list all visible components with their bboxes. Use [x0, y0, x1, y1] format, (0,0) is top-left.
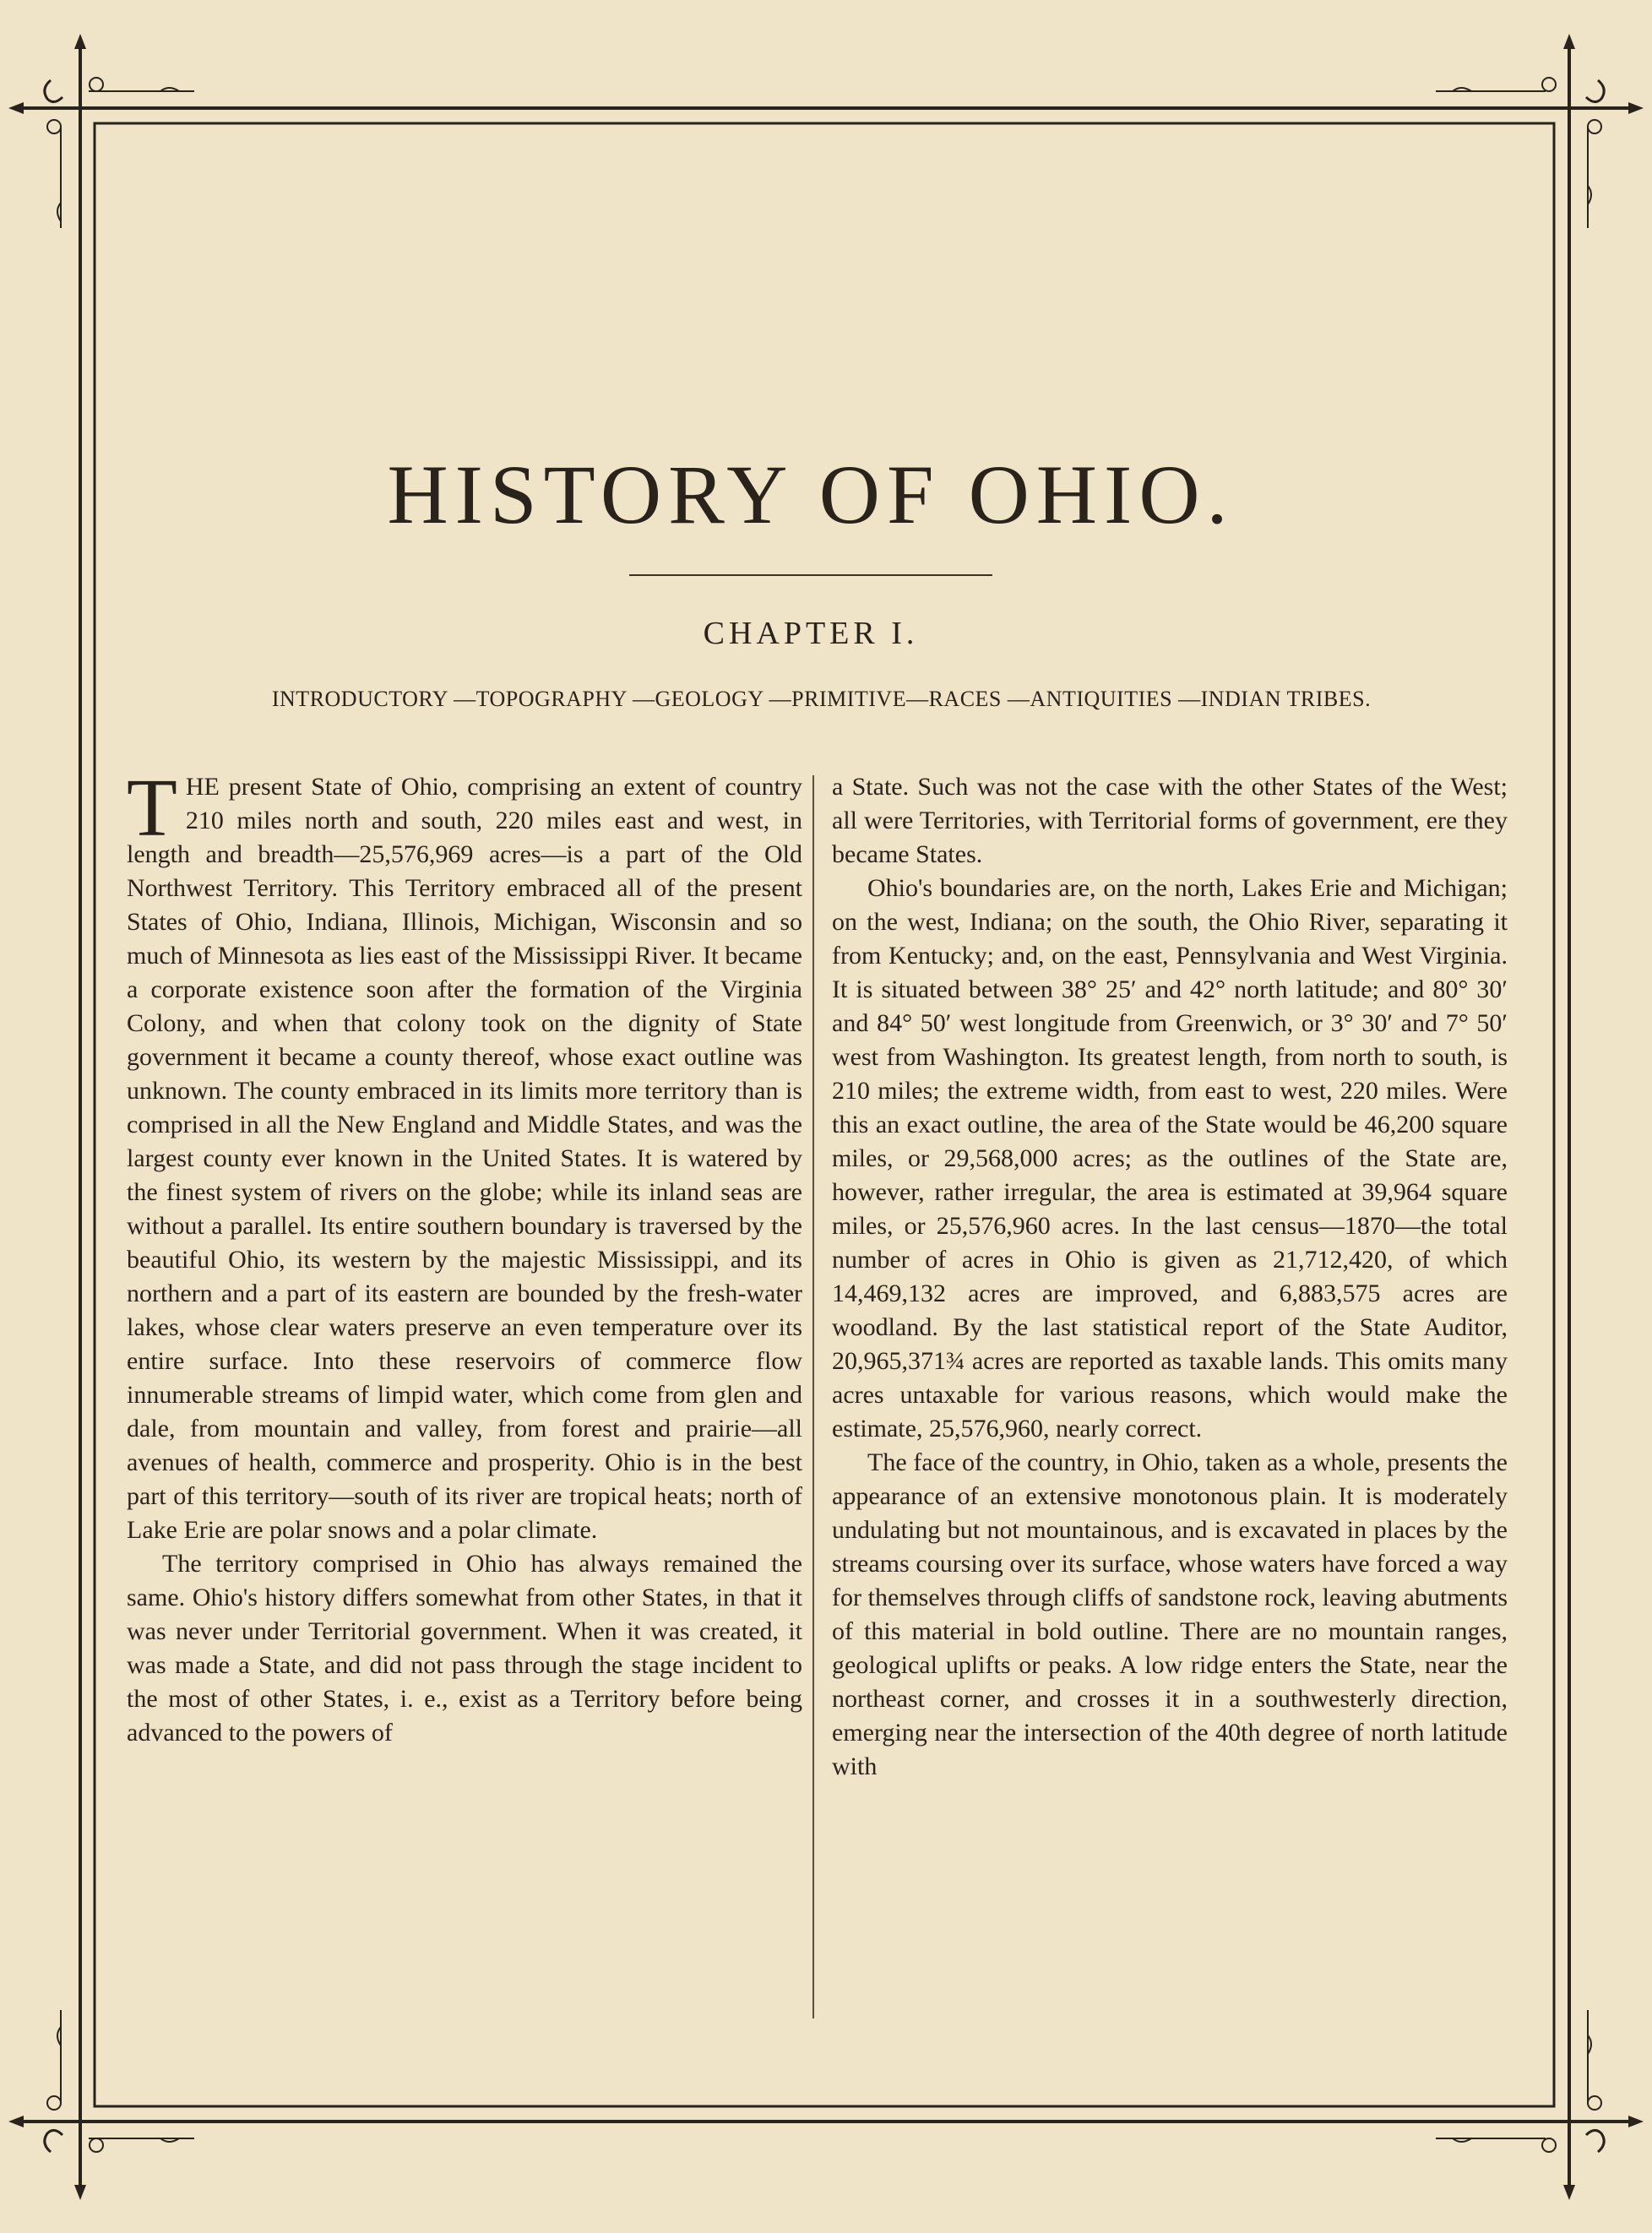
chapter-subtitle: INTRODUCTORY —TOPOGRAPHY —GEOLOGY —PRIMITIVE—RACES —ANTIQUITIES —INDIAN TRIBES.: [271, 687, 1372, 711]
right-paragraph-1: a State. Such was not the case with the other States of the West; all were Territories, with Territorial forms of government, ere they became States.: [832, 773, 1508, 868]
left-paragraph-1: [127, 763, 802, 1547]
right-paragraph-3: The face of the country, in Ohio, taken as a whole, presents the appearance of an extensive monotonous plain. It is moderately undulating but not mountainous, and is excavated in places by the streams coursing over its surface, whose waters have forced a way for themselves through cliffs of sandstone rock, leaving abutments of this material in bold outline. There are no mountain ranges, geological uplifts or peaks. A low ridge enters the State, near the northeast corner, and crosses it in a southwesterly direction, emerging near the intersection of the 40th degree of north latitude with: [832, 1448, 1508, 1780]
column-divider: [812, 775, 814, 2018]
page-title: HISTORY OF OHIO.: [387, 448, 1235, 541]
left-paragraph-1-text: HE present State of Ohio, comprising an extent of country 210 miles north and south, 220 miles east and west, in length and breadth—25,576,969 acres—is a part of the Old Northwest Territory. This Territory embraced all of the present States of Ohio, Indiana, Illinois, Michigan, Wisconsin and so much of Minnesota as lies east of the Mississippi River. It became a corporate existence soon after the formation of the Virginia Colony, and when that colony took on the dignity of State government it became a county thereof, whose exact outline was unknown. The county embraced in its limits more territory than is comprised in all the New England and Middle States, and was the largest county ever known in the United States. It is watered by the finest system of rivers on the globe; while its inland seas are without a parallel. Its entire southern boundary is traversed by the beautiful Ohio, its western by the majestic Mississippi, and its northern and a part of its eastern are bounded by the fresh-water lakes, whose clear waters preserve an even temperature over its entire surface. Into these reservoirs of commerce flow innumerable streams of limpid water, which come from glen and dale, from mountain and valley, from forest and prairie—all avenues of health, commerce and prosperity. Ohio is in the best part of this territory—south of its river are tropical heats; north of Lake Erie are polar snows and a polar climate.: [127, 773, 802, 1544]
right-paragraph-2: Ohio's boundaries are, on the north, Lakes Erie and Michigan; on the west, Indiana; on the south, the Ohio River, separating it from Kentucky; and, on the east, Pennsylvania and West Virginia. It is situated between 38° 25′ and 42° north latitude; and 80° 30′ and 84° 50′ west longitude from Greenwich, or 3° 30′ and 7° 50′ west from Washington. Its greatest length, from north to south, is 210 miles; the extreme width, from east to west, 220 miles. Were this an exact outline, the area of the State would be 46,200 square miles, or 29,568,000 acres; as the outlines of the State are, however, rather irregular, the area is estimated at 39,964 square miles, or 25,576,960 acres. In the last census—1870—the total number of acres in Ohio is given as 21,712,420, of which 14,469,132 acres are improved, and 6,883,575 acres are woodland. By the last statistical report of the State Auditor, 20,965,371¾ acres are reported as taxable lands. This omits many acres untaxable for various reasons, which would make the estimate, 25,576,960, nearly correct.: [832, 874, 1508, 1442]
chapter-heading: CHAPTER I.: [703, 616, 919, 651]
right-column: [832, 770, 1508, 1784]
drop-cap: T: [127, 763, 177, 854]
title-divider: [629, 574, 992, 576]
left-column: [127, 763, 802, 1750]
left-paragraph-2: The territory comprised in Ohio has always remained the same. Ohio's history differs somewhat from other States, in that it was never under Territorial government. When it was created, it was made a State, and did not pass through the stage incident to the most of other States, i. e., exist as a Territory before being advanced to the powers of: [127, 1550, 802, 1747]
